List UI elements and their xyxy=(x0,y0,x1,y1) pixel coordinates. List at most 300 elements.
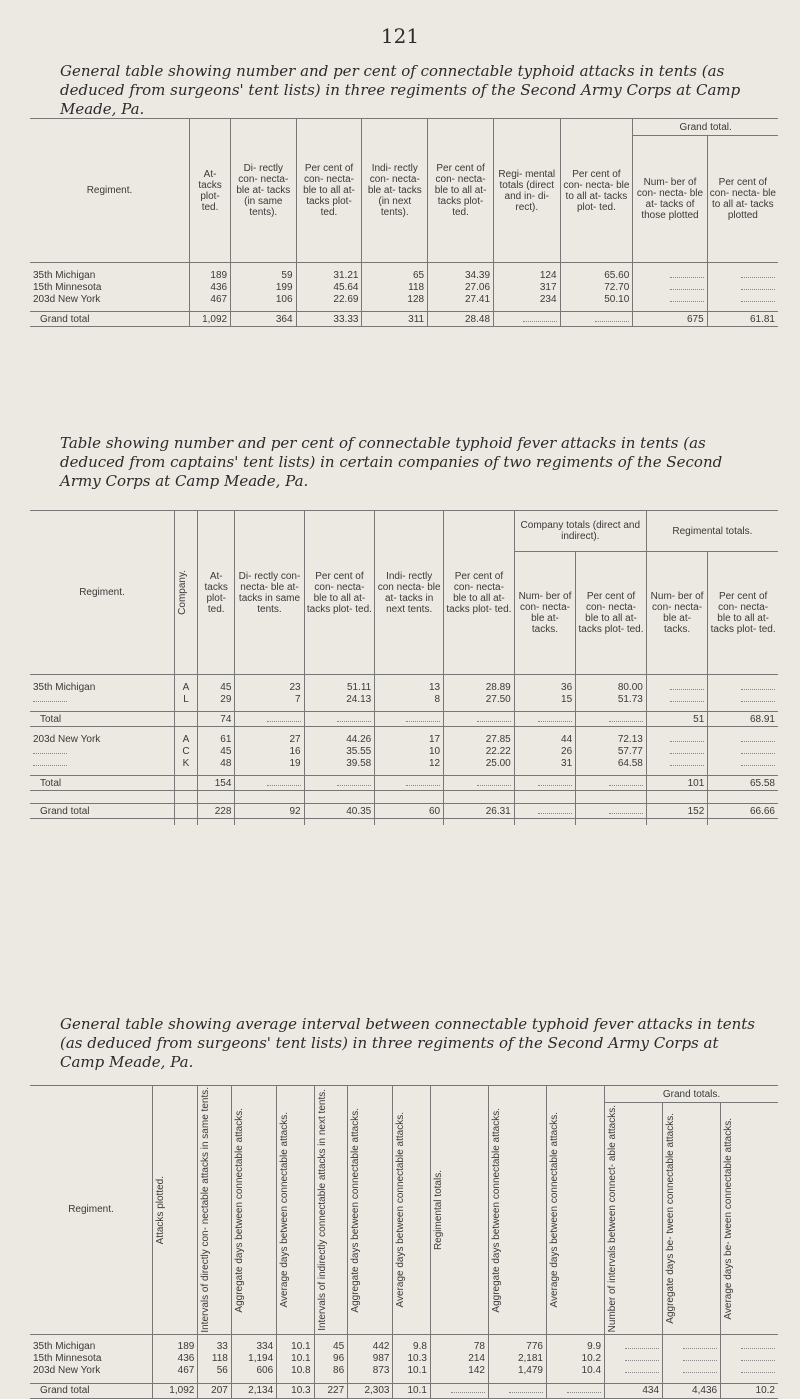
value-cell: 34.39 xyxy=(428,269,494,281)
company-letter: C xyxy=(175,745,198,757)
regiment-name: 15th Minnesota xyxy=(30,1353,153,1365)
company-letter xyxy=(175,712,198,727)
blank-dots xyxy=(538,785,572,786)
total-value xyxy=(546,1383,604,1398)
value-cell: 66.66 xyxy=(708,804,778,819)
total-value: 2,303 xyxy=(348,1383,393,1398)
total-value xyxy=(560,312,633,327)
total-row xyxy=(30,312,778,327)
t3-g2 xyxy=(663,1103,721,1335)
value-cell: 10.4 xyxy=(546,1365,604,1377)
value-cell: 44.26 xyxy=(304,733,375,745)
value-cell: 334 xyxy=(231,1341,276,1353)
value-cell: 27 xyxy=(235,733,304,745)
t3-h5 xyxy=(314,1086,348,1335)
t3-h2 xyxy=(198,1086,232,1335)
t2-h-ct-num: Num- ber of con- necta- ble at- tacks. xyxy=(514,552,575,675)
value-cell xyxy=(646,745,707,757)
t2-h-direct: Di- rectly con- necta- ble at- tacks in same tents. xyxy=(235,511,304,675)
value-cell: 35.55 xyxy=(304,745,375,757)
t1-h-attacks: At- tacks plot- ted. xyxy=(190,119,231,263)
value-cell: 1,194 xyxy=(231,1353,276,1365)
blank-dots xyxy=(741,301,775,302)
value-cell: 59 xyxy=(231,269,296,281)
blank-dots xyxy=(595,321,629,322)
value-cell: 22.69 xyxy=(296,293,362,305)
value-cell: 26 xyxy=(514,745,575,757)
company-letter xyxy=(175,776,198,791)
blank-dots xyxy=(523,321,557,322)
blank-dots xyxy=(509,1392,543,1393)
value-cell: 74 xyxy=(198,712,235,727)
total-value: 364 xyxy=(231,312,296,327)
value-cell: 1,479 xyxy=(488,1365,546,1377)
value-cell: 86 xyxy=(314,1365,348,1377)
t2-h-indirect: Indi- rectly con necta- ble at- tacks in next tents. xyxy=(375,511,444,675)
value-cell xyxy=(646,757,707,769)
spacer-cell xyxy=(375,819,444,826)
value-cell: 40.35 xyxy=(304,804,375,819)
blank-dots xyxy=(741,1360,775,1361)
value-cell: 28.89 xyxy=(444,681,515,693)
blank-dots xyxy=(670,765,704,766)
total-value: 4,436 xyxy=(663,1383,721,1398)
total-label: Grand total xyxy=(30,804,175,819)
table1 xyxy=(30,118,778,327)
t3-g2-text: Aggregate days be- tween connectable attacks. xyxy=(665,1113,677,1324)
value-cell: 7 xyxy=(235,693,304,705)
t3-h10 xyxy=(546,1086,604,1335)
regiment-name xyxy=(30,757,175,769)
value-cell: 19 xyxy=(235,757,304,769)
value-cell xyxy=(235,712,304,727)
t3-h-regiment: Regiment. xyxy=(30,1086,153,1335)
value-cell: 65.60 xyxy=(560,269,633,281)
value-cell xyxy=(576,712,647,727)
value-cell xyxy=(663,1353,721,1365)
value-cell: 65 xyxy=(362,269,428,281)
value-cell: 45.64 xyxy=(296,281,362,293)
spacer-cell xyxy=(444,819,515,826)
blank-dots xyxy=(477,785,511,786)
value-cell: 29 xyxy=(198,693,235,705)
blank-dots xyxy=(33,765,67,766)
value-cell: 22.22 xyxy=(444,745,515,757)
value-cell xyxy=(235,776,304,791)
t1-h-grand-num: Num- ber of con- necta- ble at- tacks of those plotted xyxy=(633,136,707,263)
blank-dots xyxy=(670,301,704,302)
value-cell: 72.70 xyxy=(560,281,633,293)
regiment-name: 35th Michigan xyxy=(30,681,175,693)
blank-dots xyxy=(609,721,643,722)
company-letter: K xyxy=(175,757,198,769)
value-cell: 78 xyxy=(430,1341,488,1353)
value-cell xyxy=(663,1341,721,1353)
table-row xyxy=(30,1365,778,1377)
value-cell: 27.50 xyxy=(444,693,515,705)
blank-dots xyxy=(670,741,704,742)
value-cell: 16 xyxy=(235,745,304,757)
blank-dots xyxy=(741,765,775,766)
value-cell xyxy=(708,681,778,693)
value-cell: 27.06 xyxy=(428,281,494,293)
regiment-name xyxy=(30,745,175,757)
value-cell: 51 xyxy=(646,712,707,727)
value-cell: 128 xyxy=(362,293,428,305)
blank-dots xyxy=(567,1392,601,1393)
blank-dots xyxy=(670,753,704,754)
total-value: 1,092 xyxy=(153,1383,198,1398)
total-value: 207 xyxy=(198,1383,232,1398)
t1-h-direct: Di- rectly con- necta- ble at- tacks (in same tents). xyxy=(231,119,296,263)
value-cell: 152 xyxy=(646,804,707,819)
table1-caption: General table showing number and per cent of connectable typhoid attacks in tents (as deduced from surgeons' tent lists) in three regiments of the Second Army Corps at Camp Meade, Pa. xyxy=(60,62,741,118)
t3-h7 xyxy=(393,1086,430,1335)
t3-h3-text: Aggregate days between connectable attacks. xyxy=(233,1107,245,1313)
t2-h-regimental-totals: Regimental totals. xyxy=(646,511,778,552)
regiment-name: 203d New York xyxy=(30,733,175,745)
value-cell: 65.58 xyxy=(708,776,778,791)
value-cell: 776 xyxy=(488,1341,546,1353)
t1-h-pct3: Per cent of con- necta- ble to all at- tacks plot- ted. xyxy=(560,119,633,263)
t3-g1-text: Number of intervals between connect- able attacks. xyxy=(607,1104,619,1333)
value-cell: 26.31 xyxy=(444,804,515,819)
total-value xyxy=(494,312,561,327)
blank-dots xyxy=(741,689,775,690)
t3-h8-text: Regimental totals. xyxy=(432,1169,444,1250)
blank-dots xyxy=(670,289,704,290)
value-cell: 36 xyxy=(514,681,575,693)
t3-h8 xyxy=(430,1086,488,1335)
spacer-cell xyxy=(235,819,304,826)
total-value: 28.48 xyxy=(428,312,494,327)
table-row xyxy=(30,745,778,757)
blank-dots xyxy=(741,701,775,702)
company-letter xyxy=(175,804,198,819)
value-cell: 12 xyxy=(375,757,444,769)
value-cell: 57.77 xyxy=(576,745,647,757)
t1-h-indirect: Indi- rectly con- necta- ble at- tacks (in next tents). xyxy=(362,119,428,263)
value-cell: 10.1 xyxy=(277,1353,314,1365)
value-cell xyxy=(646,693,707,705)
spacer-cell xyxy=(514,819,575,826)
value-cell: 72.13 xyxy=(576,733,647,745)
value-cell xyxy=(708,693,778,705)
total-value: 1,092 xyxy=(190,312,231,327)
value-cell xyxy=(646,733,707,745)
value-cell xyxy=(304,712,375,727)
value-cell xyxy=(633,269,707,281)
spacer-cell xyxy=(708,819,778,826)
value-cell: 101 xyxy=(646,776,707,791)
table-row xyxy=(30,757,778,769)
value-cell: 189 xyxy=(190,269,231,281)
t3-g3 xyxy=(721,1103,778,1335)
company-letter: A xyxy=(175,681,198,693)
value-cell: 142 xyxy=(430,1365,488,1377)
table2-caption: Table showing number and per cent of connectable typhoid fever attacks in tents (as deduced from captains' tent lists) in certain companies of two regiments of the Second Army Corps at Camp Meade, Pa. xyxy=(60,434,723,490)
value-cell: 10.1 xyxy=(277,1341,314,1353)
t3-h4-text: Average days between connectable attacks. xyxy=(279,1112,291,1308)
value-cell xyxy=(707,281,778,293)
spacer-cell xyxy=(198,819,235,826)
total-label: Total xyxy=(30,776,175,791)
value-cell: 17 xyxy=(375,733,444,745)
t3-h1-text: Attacks plotted. xyxy=(155,1175,166,1245)
spacer-cell xyxy=(30,819,175,826)
value-cell: 467 xyxy=(190,293,231,305)
value-cell: 92 xyxy=(235,804,304,819)
table-row xyxy=(30,1341,778,1353)
value-cell xyxy=(514,776,575,791)
value-cell: 45 xyxy=(198,745,235,757)
value-cell xyxy=(646,681,707,693)
value-cell: 106 xyxy=(231,293,296,305)
spacer-cell xyxy=(646,819,707,826)
value-cell: 25.00 xyxy=(444,757,515,769)
value-cell: 31 xyxy=(514,757,575,769)
t3-h6 xyxy=(348,1086,393,1335)
value-cell: 987 xyxy=(348,1353,393,1365)
value-cell: 2,181 xyxy=(488,1353,546,1365)
grand-total-label: Grand total xyxy=(30,312,190,327)
total-row xyxy=(30,1383,778,1398)
value-cell: 467 xyxy=(153,1365,198,1377)
company-letter: A xyxy=(175,733,198,745)
value-cell xyxy=(375,712,444,727)
blank-dots xyxy=(337,785,371,786)
table-row xyxy=(30,693,778,705)
total-row xyxy=(30,776,778,791)
t3-h9 xyxy=(488,1086,546,1335)
total-value: 311 xyxy=(362,312,428,327)
value-cell: 10.3 xyxy=(393,1353,430,1365)
value-cell: 15 xyxy=(514,693,575,705)
blank-dots xyxy=(625,1372,659,1373)
table2 xyxy=(30,510,778,825)
t2-h-company-totals: Company totals (direct and indirect). xyxy=(514,511,646,552)
value-cell: 154 xyxy=(198,776,235,791)
blank-dots xyxy=(741,289,775,290)
regiment-name xyxy=(30,693,175,705)
value-cell xyxy=(721,1353,778,1365)
blank-dots xyxy=(741,1348,775,1349)
value-cell: 606 xyxy=(231,1365,276,1377)
total-value: 10.2 xyxy=(721,1383,778,1398)
value-cell xyxy=(576,804,647,819)
t1-h-pct2: Per cent of con- necta- ble to all at- tacks plot- ted. xyxy=(428,119,494,263)
blank-dots xyxy=(683,1360,717,1361)
value-cell xyxy=(514,712,575,727)
regiment-name: 203d New York xyxy=(30,1365,153,1377)
regiment-name: 15th Minnesota xyxy=(30,281,190,293)
t2-h-attacks: At- tacks plot- ted. xyxy=(198,511,235,675)
value-cell xyxy=(605,1341,663,1353)
value-cell: 13 xyxy=(375,681,444,693)
value-cell xyxy=(375,776,444,791)
grand-total-label: Grand total xyxy=(30,1383,153,1398)
t3-h3 xyxy=(231,1086,276,1335)
value-cell xyxy=(605,1353,663,1365)
value-cell xyxy=(514,804,575,819)
page-number: 121 xyxy=(380,24,420,48)
value-cell: 60 xyxy=(375,804,444,819)
value-cell: 24.13 xyxy=(304,693,375,705)
value-cell: 23 xyxy=(235,681,304,693)
value-cell xyxy=(707,269,778,281)
blank-dots xyxy=(406,721,440,722)
blank-dots xyxy=(741,753,775,754)
value-cell: 189 xyxy=(153,1341,198,1353)
t2-h-pct2: Per cent of con- necta- ble to all at- tacks plot- ted. xyxy=(444,511,515,675)
blank-dots xyxy=(625,1348,659,1349)
t1-h-grand: Grand total. xyxy=(633,119,778,136)
t2-h-ct-pct: Per cent of con- necta- ble to all at- tacks plot- ted. xyxy=(576,552,647,675)
t2-h-rt-num: Num- ber of con- necta- ble at- tacks. xyxy=(646,552,707,675)
blank-dots xyxy=(609,785,643,786)
value-cell: 10.2 xyxy=(546,1353,604,1365)
value-cell xyxy=(605,1365,663,1377)
value-cell: 317 xyxy=(494,281,561,293)
value-cell: 436 xyxy=(190,281,231,293)
t3-h2-text: Intervals of directly con- nectable attacks in same tents. xyxy=(200,1087,212,1333)
blank-dots xyxy=(33,701,67,702)
t3-h6-text: Aggregate days between connectable attacks. xyxy=(350,1107,362,1313)
value-cell: 118 xyxy=(198,1353,232,1365)
blank-dots xyxy=(477,721,511,722)
total-value xyxy=(430,1383,488,1398)
value-cell xyxy=(663,1365,721,1377)
blank-dots xyxy=(406,785,440,786)
t3-h4 xyxy=(277,1086,314,1335)
total-value: 2,134 xyxy=(231,1383,276,1398)
total-row xyxy=(30,712,778,727)
total-value: 10.3 xyxy=(277,1383,314,1398)
value-cell xyxy=(633,293,707,305)
t3-h-grand: Grand totals. xyxy=(605,1086,778,1103)
value-cell: 51.73 xyxy=(576,693,647,705)
value-cell: 96 xyxy=(314,1353,348,1365)
value-cell: 50.10 xyxy=(560,293,633,305)
value-cell: 8 xyxy=(375,693,444,705)
value-cell: 27.41 xyxy=(428,293,494,305)
t1-h-regimental: Regi- mental totals (direct and in- di- rect). xyxy=(494,119,561,263)
blank-dots xyxy=(267,721,301,722)
total-value: 10.1 xyxy=(393,1383,430,1398)
value-cell xyxy=(576,776,647,791)
t2-h-rt-pct: Per cent of con- necta- ble to all at- tacks plot- ted. xyxy=(708,552,778,675)
value-cell: 56 xyxy=(198,1365,232,1377)
value-cell xyxy=(444,776,515,791)
blank-dots xyxy=(451,1392,485,1393)
blank-dots xyxy=(267,785,301,786)
table3 xyxy=(30,1085,778,1399)
value-cell: 124 xyxy=(494,269,561,281)
t2-h-company xyxy=(175,511,198,675)
t3-h1 xyxy=(153,1086,198,1335)
blank-dots xyxy=(741,277,775,278)
value-cell: 33 xyxy=(198,1341,232,1353)
value-cell: 68.91 xyxy=(708,712,778,727)
regiment-name: 35th Michigan xyxy=(30,269,190,281)
value-cell: 10.1 xyxy=(393,1365,430,1377)
value-cell: 61 xyxy=(198,733,235,745)
value-cell: 45 xyxy=(314,1341,348,1353)
value-cell xyxy=(633,281,707,293)
value-cell: 10 xyxy=(375,745,444,757)
value-cell: 10.8 xyxy=(277,1365,314,1377)
value-cell: 118 xyxy=(362,281,428,293)
t2-h-pct: Per cent of con- necta- ble to all at- tacks plot- ted. xyxy=(304,511,375,675)
blank-dots xyxy=(670,277,704,278)
value-cell: 27.85 xyxy=(444,733,515,745)
blank-dots xyxy=(683,1372,717,1373)
blank-dots xyxy=(670,689,704,690)
total-value: 33.33 xyxy=(296,312,362,327)
value-cell: 80.00 xyxy=(576,681,647,693)
value-cell: 9.9 xyxy=(546,1341,604,1353)
table-row xyxy=(30,733,778,745)
blank-dots xyxy=(538,813,572,814)
value-cell: 234 xyxy=(494,293,561,305)
spacer-cell xyxy=(175,819,198,826)
value-cell: 51.11 xyxy=(304,681,375,693)
value-cell: 39.58 xyxy=(304,757,375,769)
company-letter: L xyxy=(175,693,198,705)
table-row xyxy=(30,681,778,693)
value-cell xyxy=(707,293,778,305)
value-cell: 228 xyxy=(198,804,235,819)
value-cell: 436 xyxy=(153,1353,198,1365)
blank-dots xyxy=(625,1360,659,1361)
spacer-cell xyxy=(304,819,375,826)
value-cell xyxy=(721,1365,778,1377)
table3-caption: General table showing average interval between connectable typhoid fever attacks in tents (as deduced from surgeons' tent lists) in three regiments of the Second Army Corps at Camp Meade, Pa. xyxy=(60,1015,755,1071)
spacer-cell xyxy=(576,819,647,826)
regiment-name: 35th Michigan xyxy=(30,1341,153,1353)
blank-dots xyxy=(741,1372,775,1373)
blank-dots xyxy=(670,701,704,702)
table-row xyxy=(30,1353,778,1365)
t3-g3-text: Average days be- tween connectable attacks. xyxy=(723,1117,735,1320)
value-cell: 31.21 xyxy=(296,269,362,281)
value-cell xyxy=(708,733,778,745)
table-row xyxy=(30,281,778,293)
table-row xyxy=(30,269,778,281)
table-row xyxy=(30,293,778,305)
total-value: 434 xyxy=(605,1383,663,1398)
t2-h-regiment: Regiment. xyxy=(30,511,175,675)
blank-dots xyxy=(337,721,371,722)
t3-h7-text: Average days between connectable attacks. xyxy=(395,1112,407,1308)
total-value: 227 xyxy=(314,1383,348,1398)
t2-h-company-text: Company. xyxy=(177,570,188,615)
t1-h-pct: Per cent of con- necta- ble to all at- tacks plot- ted. xyxy=(296,119,362,263)
value-cell: 442 xyxy=(348,1341,393,1353)
t3-h9-text: Aggregate days between connectable attacks. xyxy=(490,1107,502,1313)
value-cell xyxy=(708,745,778,757)
value-cell xyxy=(304,776,375,791)
blank-dots xyxy=(609,813,643,814)
regiment-name: 203d New York xyxy=(30,293,190,305)
total-row xyxy=(30,804,778,819)
t1-h-grand-pct: Per cent of con- necta- ble to all at- tacks plotted xyxy=(707,136,778,263)
t3-g1 xyxy=(605,1103,663,1335)
t1-h-regiment: Regiment. xyxy=(30,119,190,263)
total-value xyxy=(488,1383,546,1398)
total-label: Total xyxy=(30,712,175,727)
spacer-row xyxy=(30,819,778,826)
